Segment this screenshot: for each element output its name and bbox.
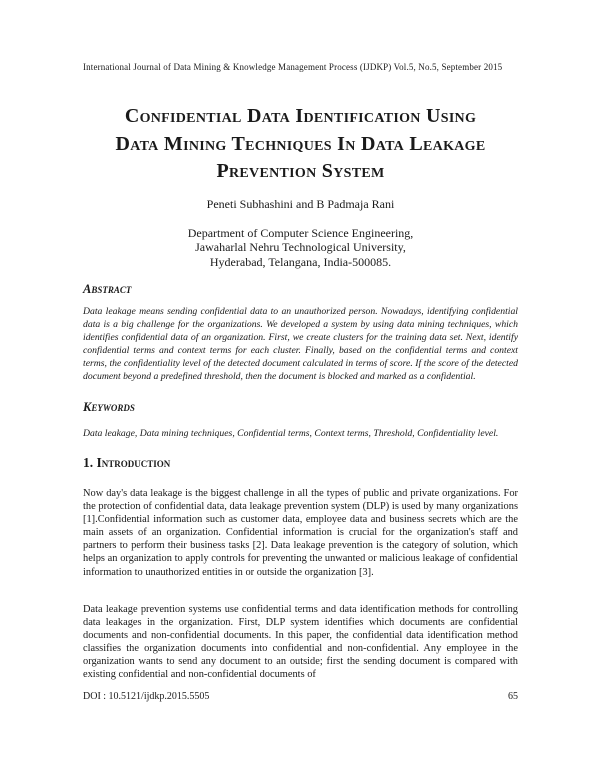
introduction-paragraph-2: Data leakage prevention systems use confidential terms and data identification methods for controlling data leakages in the organization. First, DLP system identifies which documents are confidential documents and non-confidential documents. In this paper, the confidential data identification method classifies the organization documents into confidential and non-confidential. Any employee in the organization wants to send any document to an outside; first the sending document is compared with existing confidential and non-confidential documents of [83,604,518,681]
journal-header: International Journal of Data Mining & Knowledge Management Process (IJDKP) Vol.5, No.5, September 2015 [83,62,503,72]
keywords-body: Data leakage, Data mining techniques, Confidential terms, Context terms, Threshold, Confidentiality level. [83,428,499,439]
abstract-heading: Abstract [83,282,132,296]
affiliation-line-3: Hyderabad, Telangana, India-500085. [209,254,392,269]
introduction-paragraph-1: Now day's data leakage is the biggest challenge in all the types of public and private organizations. For the protection of confidential data, data leakage prevention system (DLP) is used by many organizations [1].Confidential information such as customer data, employee data and business secrets which are the main assets of an organization. Confidential information is crucial for the organization's staff and partners to perform their business tasks [2]. Data leakage prevention is the category of solution, which helps an organization to apply controls for preventing the unwanted or malicious leakage of confidential information to unauthorized entities in or outside the organization [3]. [83,488,518,578]
abstract-body: Data leakage means sending confidential data to an unauthorized person. Nowadays, identifying confidential data is a big challenge for the organizations. We developed a system by using data mining techniques, which identifies confidential data of an organization. First, we create clusters for the training data set. Next, identify confidential terms and context terms for each cluster. Finally, based on the confidential terms and context terms, the confidentiality level of the detected document calculated in terms of score. If the score of the detected document beyond a predefined threshold, then the document is blocked and marked as a confidential. [83,306,518,382]
paper-title-line-3: Prevention System [216,160,385,182]
introduction-heading: 1. Introduction [83,455,171,470]
paper-title [83,103,518,186]
affiliation-line-2: Jawaharlal Nehru Technological University, [195,240,406,255]
affiliation [83,226,518,269]
paper-title-line-1: Confidential Data Identification Using [124,105,477,127]
authors-line: Peneti Subhashini and B Padmaja Rani [206,197,395,211]
page-footer [83,691,518,702]
page-number: 65 [508,691,518,702]
doi-text: DOI : 10.5121/ijdkp.2015.5505 [83,691,210,702]
affiliation-line-1: Department of Computer Science Engineering, [187,226,414,240]
paper-title-line-2: Data Mining Techniques In Data Leakage [115,132,486,155]
keywords-heading: Keywords [83,400,135,414]
